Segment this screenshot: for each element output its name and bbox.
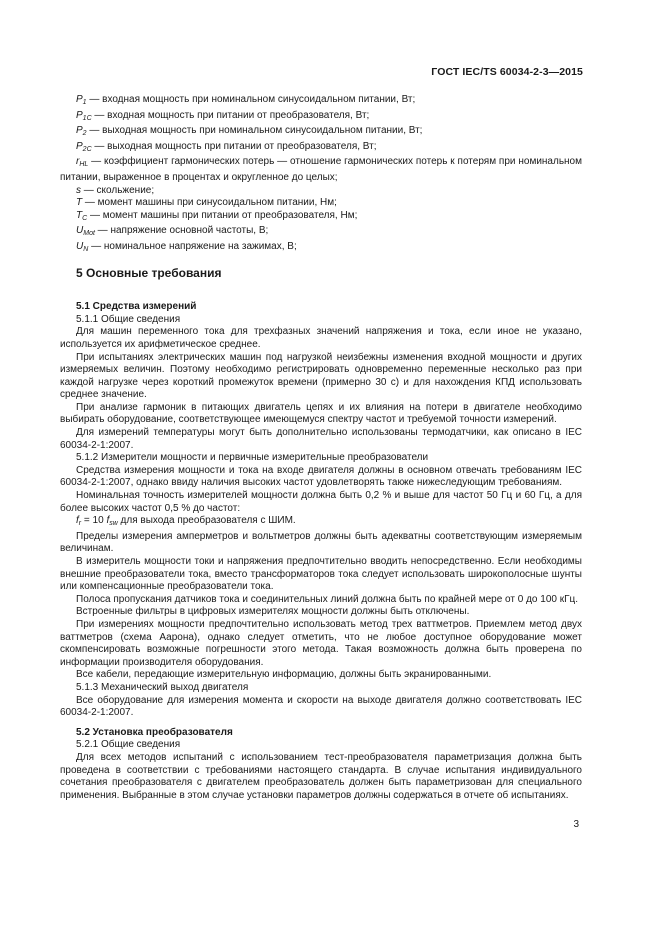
paragraph: Для всех методов испытаний с использованием тест-преобразователя параметризация должна быть проведена в соответствии с требованиями настоящего стандарта. В случае испытания индивидуального сочетания преобразователя с двигателем преобразователь должен быть параметризован для специального применения. Выбранные в этом случае установки параметров должны содержаться в отчете об испытаниях. xyxy=(60,751,582,801)
definition-item: $U_{Mot}$ — напряжение основной частоты, В; xyxy=(76,225,269,238)
subsection-heading: 5.1 Средства измерений xyxy=(76,301,197,313)
section-heading: 5 Основные требования xyxy=(76,265,222,280)
definition-item: s — скольжение; xyxy=(76,184,155,196)
paragraph: Пределы измерения амперметров и вольтметров должны быть адекватны соответствующим измеряемым величинам. xyxy=(60,530,582,555)
definition-item: T — момент машины при синусоидальном питании, Нм; xyxy=(76,197,337,209)
paragraph: В измеритель мощности токи и напряжения предпочтительно вводить непосредственно. Если необходимы внешние преобразователи тока, вместо трансформаторов тока следует использовать широкополосные шунты или компенсационные преобразователи тока. xyxy=(60,556,582,593)
paragraph: При измерениях мощности предпочтительно использовать метод трех ваттметров. Приемлем метод двух ваттметров (схема Аарона), однако следует отметить, что не любое доступное оборудование может скомпенсировать возможные погрешности этого метода. Такая возможность должна быть проверена по информации производителя оборудования. xyxy=(60,618,582,668)
paragraph: При анализе гармоник в питающих двигатель цепях и их влияния на потери в двигателе необходимо выбирать оборудование, соответствующее имеющемуся спектру частот и требуемой точности измерений. xyxy=(60,401,582,426)
document-header: ГОСТ IEC/TS 60034-2-3—2015 xyxy=(431,66,583,78)
symbol-definitions xyxy=(60,94,582,257)
paragraph: Номинальная точность измерителей мощности должна быть 0,2 % и выше для частот 50 Гц и 60 Гц, а для более высоких частот 0,5 % до частот: xyxy=(60,490,582,514)
paragraph: Полоса пропускания датчиков тока и соединительных линий должна быть по крайней мере от 0 до 100 кГц. xyxy=(76,593,579,605)
definition-item: $P_{1С}$ — входная мощность при питании от преобразователя, Вт; xyxy=(76,109,370,122)
page-number: 3 xyxy=(573,819,579,830)
paragraph: Все оборудование для измерения момента и скорости на выходе двигателя должно соответствовать IEC 60034-2-1:2007. xyxy=(60,694,582,719)
definition-item: $U_N$ — номинальное напряжение на зажимах, В; xyxy=(76,240,297,253)
definition-item: $P_1$ — входная мощность при номинальном синусоидальном питании, Вт; xyxy=(76,94,416,106)
document-body xyxy=(60,94,582,802)
definition-item: $P_{2С}$ — выходная мощность при питании от преобразователя, Вт; xyxy=(76,140,377,153)
definition-item: $P_2$ — выходная мощность при номинальном синусоидальном питании, Вт; xyxy=(76,125,423,138)
paragraph: Встроенные фильтры в цифровых измерителях мощности должны быть отключены. xyxy=(76,606,470,618)
paragraph: Средства измерения мощности и тока на входе двигателя должны в основном отвечать требованиям IEC 60034-2-1:2007, однако ввиду наличия высоких частот удовлетворять также нижеследующим требованиям. xyxy=(60,464,582,489)
paragraph: При испытаниях электрических машин под нагрузкой неизбежны изменения входной мощности и других измеряемых величин. Поэтому необходимо регистрировать одновременно переменные несколько раз при каждой нагрузке через короткий промежуток времени (примерно 30 с) и для нахождения КПД использовать среднее значение. xyxy=(60,351,582,401)
paragraph: Все кабели, передающие измерительную информацию, должны быть экранированными. xyxy=(76,669,492,681)
formula: $f_r = 10$ $f_{sw}$ для выхода преобразователя с ШИМ. xyxy=(76,515,296,528)
paragraph: Для измерений температуры могут быть дополнительно использованы термодатчики, как описано в IEC 60034-2-1:2007. xyxy=(60,427,582,451)
subsection-heading: 5.2 Установка преобразователя xyxy=(76,726,233,738)
paragraph: Для машин переменного тока для трехфазных значений напряжения и тока, если иное не указано, используется их арифметическое среднее. xyxy=(60,326,582,350)
clause-heading: 5.1.2 Измерители мощности и первичные измерительные преобразователи xyxy=(76,452,429,464)
definition-item: $T_C$ — момент машины при питании от преобразователя, Нм; xyxy=(76,209,358,222)
clause-heading: 5.1.3 Механический выход двигателя xyxy=(76,681,249,693)
definition-item: $r_{HL}$ — коэффициент гармонических потерь — отношение гармонических потерь к потерям при номинальном питании, выраженное в процентах и округленное до целых; xyxy=(60,156,582,183)
clause-heading: 5.1.1 Общие сведения xyxy=(76,313,181,325)
clause-heading: 5.2.1 Общие сведения xyxy=(76,739,181,751)
